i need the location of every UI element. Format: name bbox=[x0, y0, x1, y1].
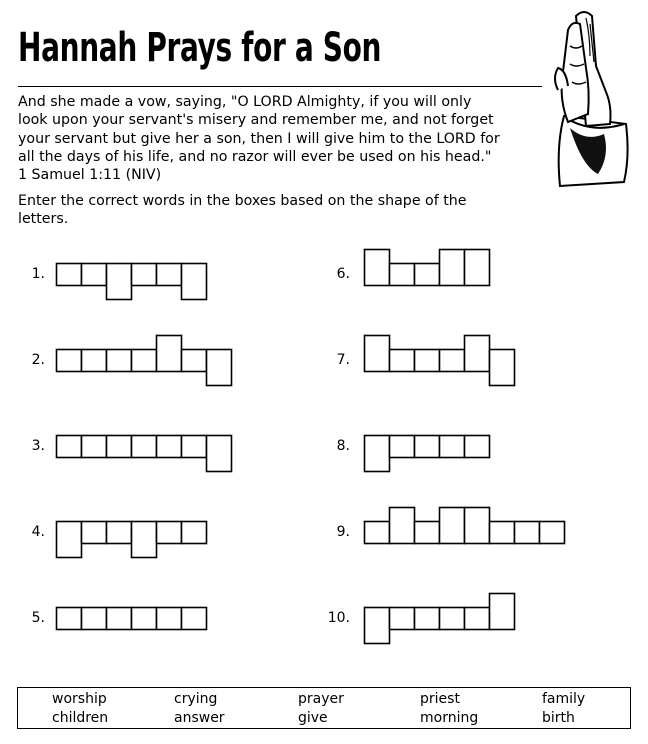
verse-line: your servant but give her a son, then I will give him to the LORD for bbox=[18, 130, 500, 147]
letter-box[interactable] bbox=[490, 522, 515, 544]
letter-box[interactable] bbox=[157, 608, 182, 630]
letter-box[interactable] bbox=[365, 336, 390, 372]
word-bank-item: worship bbox=[52, 691, 107, 707]
instructions: Enter the correct words in the boxes based on the shape of the letters. bbox=[18, 193, 467, 227]
word-bank-item: give bbox=[298, 710, 328, 726]
puzzle-number: 7. bbox=[336, 352, 350, 368]
letter-box[interactable] bbox=[440, 508, 465, 544]
word-bank-item: priest bbox=[420, 691, 460, 707]
letter-box[interactable] bbox=[465, 250, 490, 286]
letter-box[interactable] bbox=[107, 350, 132, 372]
letter-box[interactable] bbox=[82, 264, 107, 286]
letter-box[interactable] bbox=[207, 436, 232, 472]
letter-box[interactable] bbox=[515, 522, 540, 544]
letter-box[interactable] bbox=[82, 436, 107, 458]
letter-box[interactable] bbox=[490, 594, 515, 630]
letter-box[interactable] bbox=[157, 436, 182, 458]
verse-line: And she made a vow, saying, "O LORD Almighty, if you will only bbox=[18, 94, 472, 110]
word-bank-item: birth bbox=[542, 710, 575, 726]
letter-box[interactable] bbox=[107, 522, 132, 544]
letter-box[interactable] bbox=[415, 608, 440, 630]
letter-box[interactable] bbox=[82, 350, 107, 372]
puzzle-number: 3. bbox=[31, 438, 45, 454]
letter-box[interactable] bbox=[57, 264, 82, 286]
letter-box[interactable] bbox=[157, 336, 182, 372]
letter-box[interactable] bbox=[415, 264, 440, 286]
letter-box[interactable] bbox=[132, 436, 157, 458]
letter-box[interactable] bbox=[107, 264, 132, 300]
letter-box[interactable] bbox=[132, 350, 157, 372]
puzzle-number: 4. bbox=[31, 524, 45, 540]
verse-reference: 1 Samuel 1:11 (NIV) bbox=[18, 167, 162, 184]
letter-box[interactable] bbox=[57, 436, 82, 458]
word-bank-item: morning bbox=[420, 710, 479, 726]
puzzle-number: 10. bbox=[327, 610, 350, 626]
letter-box[interactable] bbox=[390, 436, 415, 458]
letter-box[interactable] bbox=[465, 336, 490, 372]
verse-line: look upon your servant's misery and remember me, and not forget bbox=[18, 112, 494, 129]
letter-box[interactable] bbox=[182, 522, 207, 544]
letter-box[interactable] bbox=[207, 350, 232, 386]
letter-box[interactable] bbox=[107, 436, 132, 458]
word-bank-item: prayer bbox=[298, 691, 344, 707]
letter-box[interactable] bbox=[390, 508, 415, 544]
letter-box[interactable] bbox=[390, 264, 415, 286]
letter-box[interactable] bbox=[440, 350, 465, 372]
letter-box[interactable] bbox=[57, 522, 82, 558]
letter-box[interactable] bbox=[465, 436, 490, 458]
letter-box[interactable] bbox=[82, 522, 107, 544]
word-bank-item: children bbox=[52, 710, 109, 726]
puzzle-number: 2. bbox=[31, 352, 45, 368]
letter-box[interactable] bbox=[440, 436, 465, 458]
letter-box[interactable] bbox=[440, 250, 465, 286]
letter-box[interactable] bbox=[132, 264, 157, 286]
puzzle-number: 5. bbox=[31, 610, 45, 626]
puzzle-number: 6. bbox=[336, 266, 350, 282]
letter-box[interactable] bbox=[465, 608, 490, 630]
puzzle-number: 8. bbox=[336, 438, 350, 454]
letter-box[interactable] bbox=[182, 350, 207, 372]
letter-box[interactable] bbox=[490, 350, 515, 386]
letter-box[interactable] bbox=[415, 350, 440, 372]
word-bank bbox=[17, 687, 631, 729]
letter-box[interactable] bbox=[365, 608, 390, 644]
letter-box[interactable] bbox=[82, 608, 107, 630]
verse-line: all the days of his life, and no razor will ever be used on his head." bbox=[18, 148, 492, 165]
letter-box[interactable] bbox=[107, 608, 132, 630]
letter-box[interactable] bbox=[415, 522, 440, 544]
word-bank-item: family bbox=[542, 691, 586, 707]
letter-box[interactable] bbox=[365, 250, 390, 286]
letter-box[interactable] bbox=[365, 436, 390, 472]
letter-box[interactable] bbox=[132, 608, 157, 630]
letter-box[interactable] bbox=[57, 350, 82, 372]
letter-box[interactable] bbox=[415, 436, 440, 458]
page-title: Hannah Prays for a Son bbox=[18, 25, 382, 71]
word-bank-item: answer bbox=[174, 710, 225, 726]
puzzle-number: 9. bbox=[336, 524, 350, 540]
letter-box[interactable] bbox=[390, 608, 415, 630]
letter-box[interactable] bbox=[182, 264, 207, 300]
letter-box[interactable] bbox=[440, 608, 465, 630]
letter-box[interactable] bbox=[182, 608, 207, 630]
letter-box[interactable] bbox=[390, 350, 415, 372]
word-bank-item: crying bbox=[174, 691, 218, 707]
puzzle-number: 1. bbox=[31, 266, 45, 282]
letter-box[interactable] bbox=[57, 608, 82, 630]
letter-box[interactable] bbox=[132, 522, 157, 558]
letter-box[interactable] bbox=[157, 264, 182, 286]
letter-box[interactable] bbox=[157, 522, 182, 544]
letter-box[interactable] bbox=[365, 522, 390, 544]
letter-box[interactable] bbox=[540, 522, 565, 544]
letter-box[interactable] bbox=[182, 436, 207, 458]
letter-box[interactable] bbox=[465, 508, 490, 544]
